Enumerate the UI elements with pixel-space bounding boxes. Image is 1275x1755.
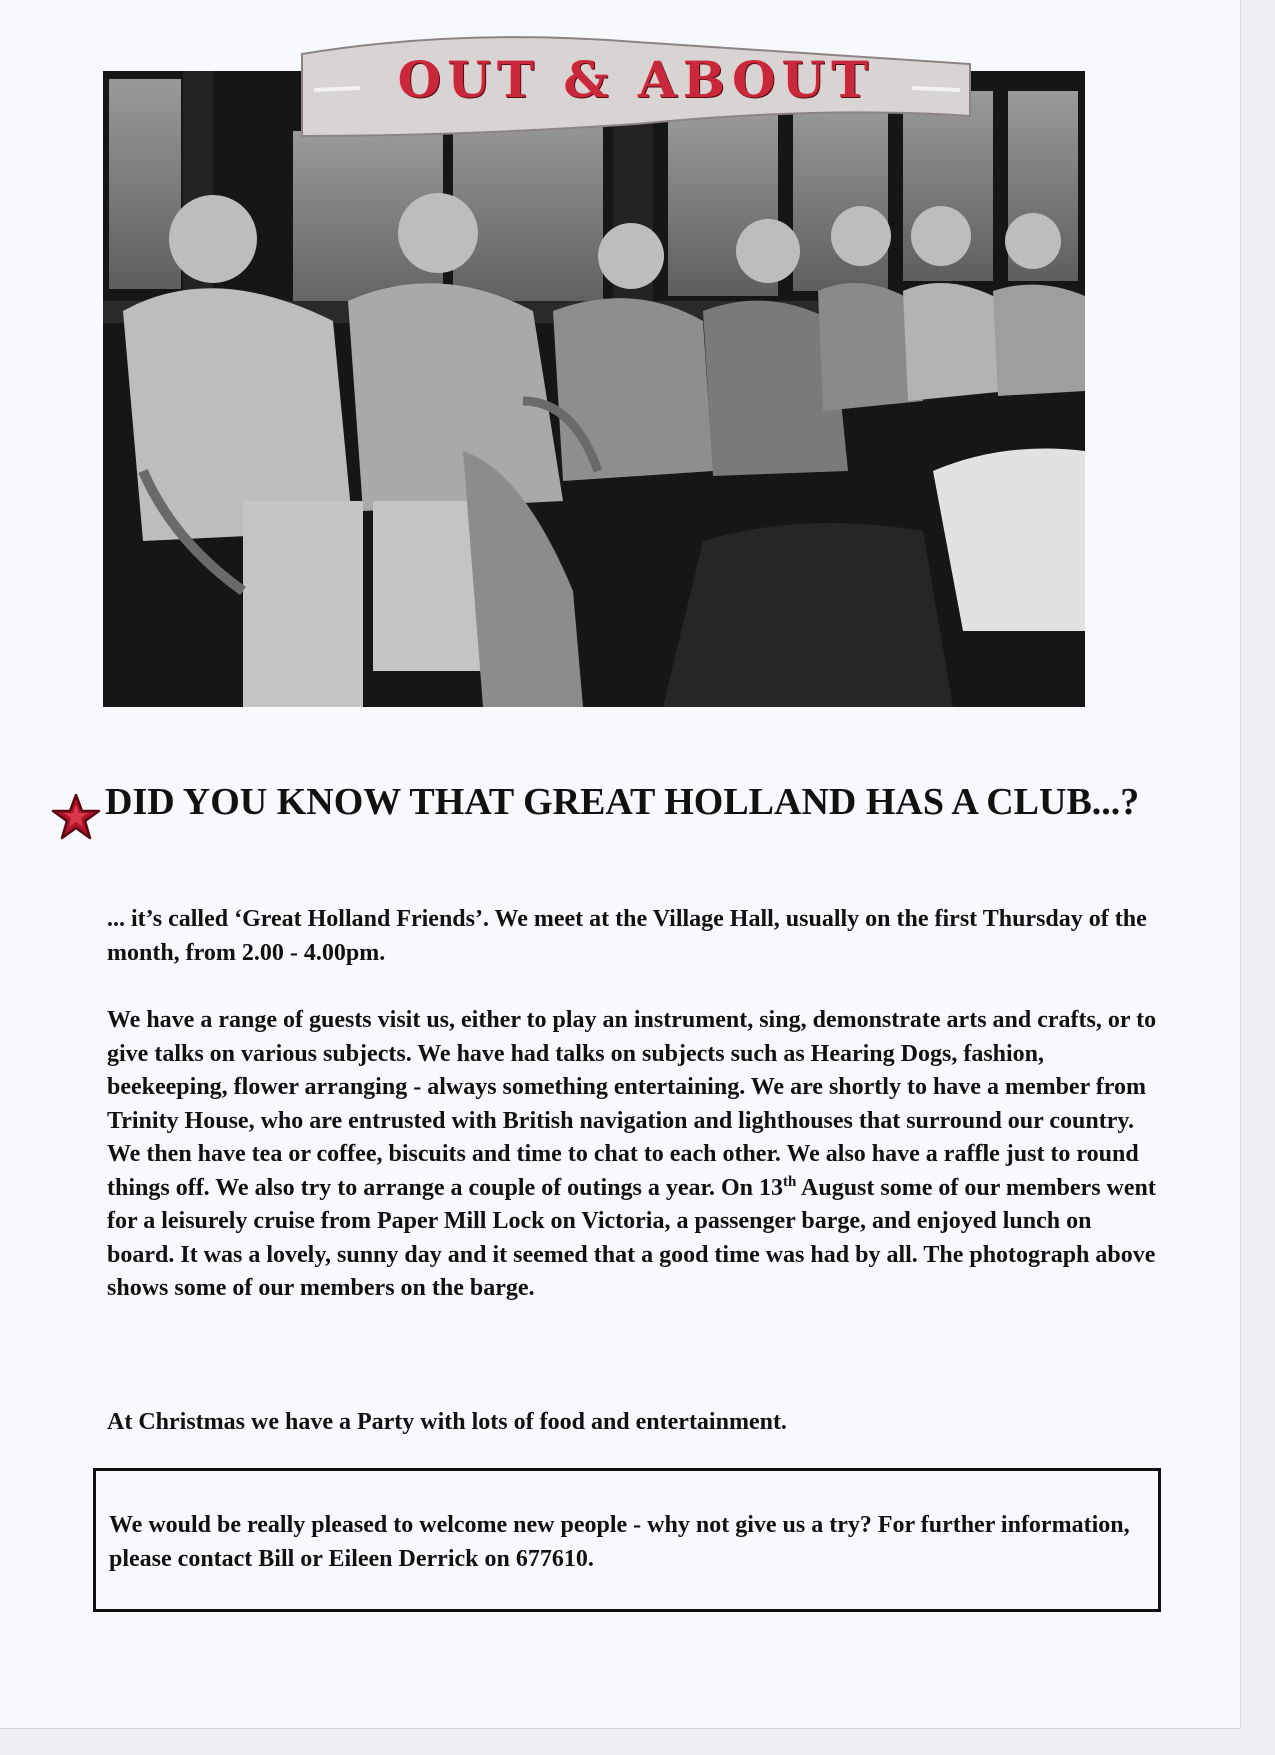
body-paragraph [107, 1004, 1157, 1306]
banner-title: OUT & ABOUT [397, 50, 875, 109]
ordinal-suffix: th [783, 1173, 797, 1190]
contact-box [93, 1468, 1161, 1612]
page-heading: DID YOU KNOW THAT GREAT HOLLAND HAS A CLUB...? [105, 781, 1140, 823]
body-text-part-2: August some of our members went for a leisurely cruise from Paper Mill Lock on Victoria, a passenger barge, and enjoyed lunch on board. It was a lovely, sunny day and it seemed that a good time was had by all. The photograph above shows some of our members on the barge. [107, 1174, 1156, 1301]
members-on-barge-photo [103, 71, 1085, 707]
star-icon [50, 792, 102, 844]
out-and-about-banner [300, 24, 972, 142]
intro-paragraph: ... it’s called ‘Great Holland Friends’. We meet at the Village Hall, usually on the first Thursday of the month, from 2.00 - 4.00pm. [107, 906, 1147, 966]
christmas-paragraph: At Christmas we have a Party with lots of food and entertainment. [107, 1409, 787, 1435]
body-text-part-1: We have a range of guests visit us, either to play an instrument, sing, demonstrate arts and crafts, or to give talks on various subjects. We have had talks on subjects such as Hearing Dogs, fashion, beekeeping, flower arranging - always something entertaining. We are shortly to have a member from Trinity House, who are entrusted with British navigation and lighthouses that surround our country. We then have tea or coffee, biscuits and time to chat to each other. We also have a raffle just to round things off. We also try to arrange a couple of outings a year. On 13 [107, 1007, 1157, 1201]
contact-text: We would be really pleased to welcome new people - why not give us a try? For further information, please contact Bill or Eileen Derrick on 677610. [109, 1512, 1130, 1572]
